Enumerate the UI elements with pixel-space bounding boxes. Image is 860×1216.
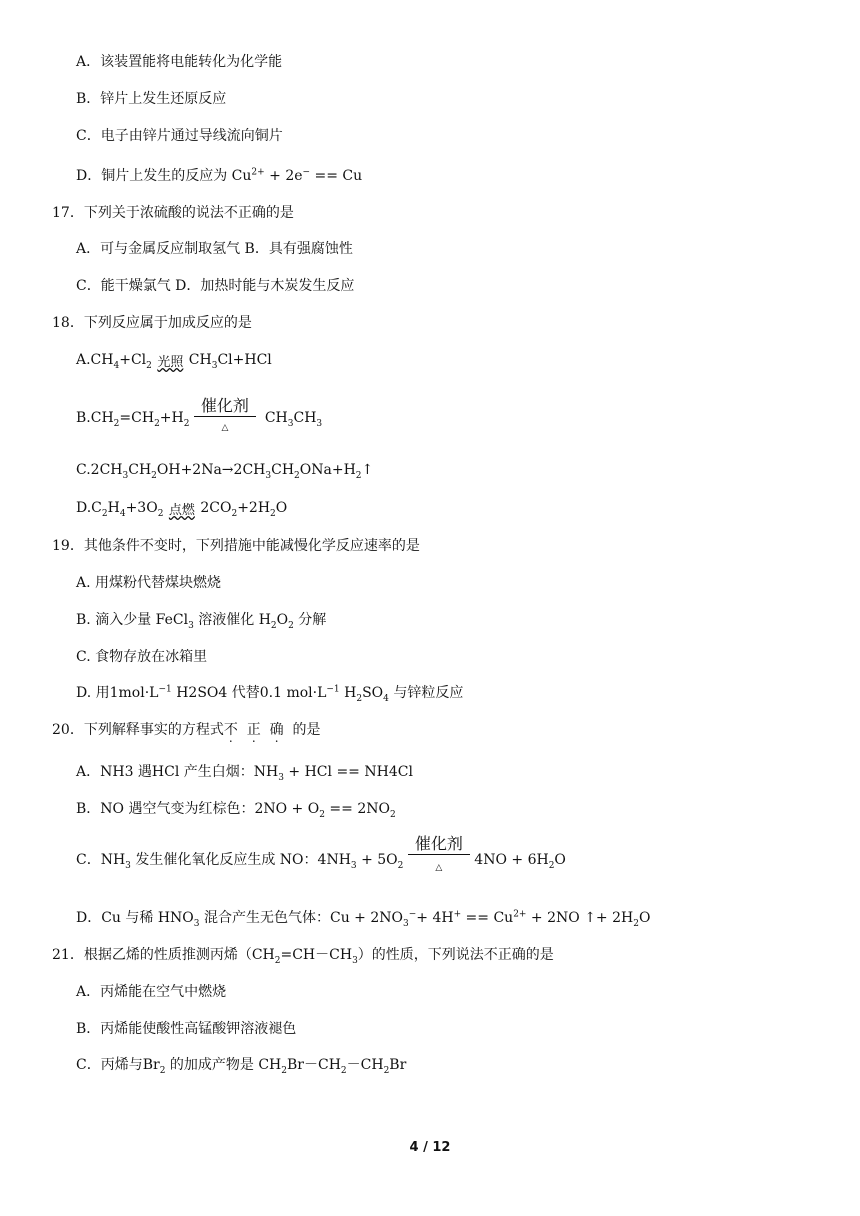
q16-option-a: A．该装置能将电能转化为化学能: [76, 54, 283, 70]
q19-option-c: C. 食物存放在冰箱里: [76, 649, 208, 665]
q20-option-c: C．$NH_3$ 发生催化氧化反应生成 NO：$4NH_3 + 5O_2$ 催化剂 △ $4NO + 6H_2O$: [76, 834, 566, 873]
q19-option-d: D. 用$1mol\cdot L^{-1}$ H2SO4 代替0.1 $mol\cdot L^{-1}$ $H_2SO_4$ 与锌粒反应: [76, 684, 464, 704]
q20-option-d: D．Cu 与稀 $HNO_3$ 混合产生无色气体：$Cu + 2NO_3^-+ 4H^+ == Cu^{2+} + 2NO$ ↑+ $2H_2O$: [76, 909, 651, 929]
q18-title: 18．下列反应属于加成反应的是: [52, 315, 252, 331]
q16-d-prefix: D．铜片上发生的反应为 Cu: [76, 168, 252, 184]
q20-option-a: A．NH3 遇HCl 产生白烟：$NH_3$ + HCl == NH4Cl: [76, 764, 413, 783]
q20-option-b: B．NO 遇空气变为红棕色：$2NO + O_2 == 2NO_2$: [76, 801, 396, 820]
q20-emphasis-1: 不: [223, 722, 238, 738]
q21-option-b: B．丙烯能使酸性高锰酸钾溶液褪色: [76, 1021, 297, 1037]
q16-option-d: D．铜片上发生的反应为 $Cu^{2+} + 2e^- == Cu$: [76, 167, 363, 184]
q17-title: 17．下列关于浓硫酸的说法不正确的是: [52, 205, 294, 221]
q20-emphasis-2: 正: [246, 722, 261, 738]
q18-b-catalyst: 催化剂: [194, 396, 256, 417]
q21-option-a: A．丙烯能在空气中燃烧: [76, 984, 227, 1000]
q18-d-condition: 点燃: [168, 503, 195, 518]
q19-option-a: A. 用煤粉代替煤块燃烧: [76, 575, 222, 591]
q18-option-a: $A.CH_4+Cl_2$ 光照 $CH_3Cl+HCl$: [76, 352, 272, 371]
q17-options-ab: A．可与金属反应制取氢气 B．具有强腐蚀性: [76, 241, 353, 257]
q16-d-suffix: == Cu: [310, 168, 363, 184]
q20-emphasis-3: 确: [269, 722, 284, 738]
q20-c-catalyst: 催化剂: [408, 834, 470, 855]
q17-options-cd: C．能干燥氯气 D．加热时能与木炭发生反应: [76, 278, 355, 294]
q16-option-b: B．锌片上发生还原反应: [76, 91, 227, 107]
page-number: 4 / 12: [409, 1140, 451, 1155]
q20-c-heat: △: [435, 863, 443, 873]
q18-option-b: $B.CH_2=CH_2+H_2$ 催化剂 △ $CH_3CH_3$: [76, 396, 323, 433]
q21-title: 21．根据乙烯的性质推测丙烯$(CH_2=CH-CH_3)$的性质，下列说法不正确的是: [52, 947, 554, 966]
q18-option-d: $D.C_2H_4+3O_2$ 点燃 $2CO_2+2H_2O$: [76, 500, 288, 519]
q16-option-c: C．电子由锌片通过导线流向铜片: [76, 128, 283, 144]
q20-title-prefix: 20．下列解释事实的方程式: [52, 722, 224, 738]
q20-title: [52, 720, 321, 740]
q19-option-b: B. 滴入少量 FeCl$_3$ 溶液催化 $H_2O_2$ 分解: [76, 612, 327, 631]
q21-option-c: C．丙烯与$Br_2$ 的加成产物是 $CH_2Br-CH_2-CH_2Br$: [76, 1057, 407, 1076]
q18-b-heat: △: [221, 423, 229, 433]
q18-option-c: $C.2CH_3CH_2OH+2Na\to 2CH_3CH_2ONa+H_2↑$: [76, 462, 374, 481]
q18-a-condition: 光照: [157, 355, 184, 370]
q20-title-suffix: 的是: [292, 722, 321, 738]
q19-title: 19．其他条件不变时，下列措施中能减慢化学反应速率的是: [52, 538, 420, 554]
